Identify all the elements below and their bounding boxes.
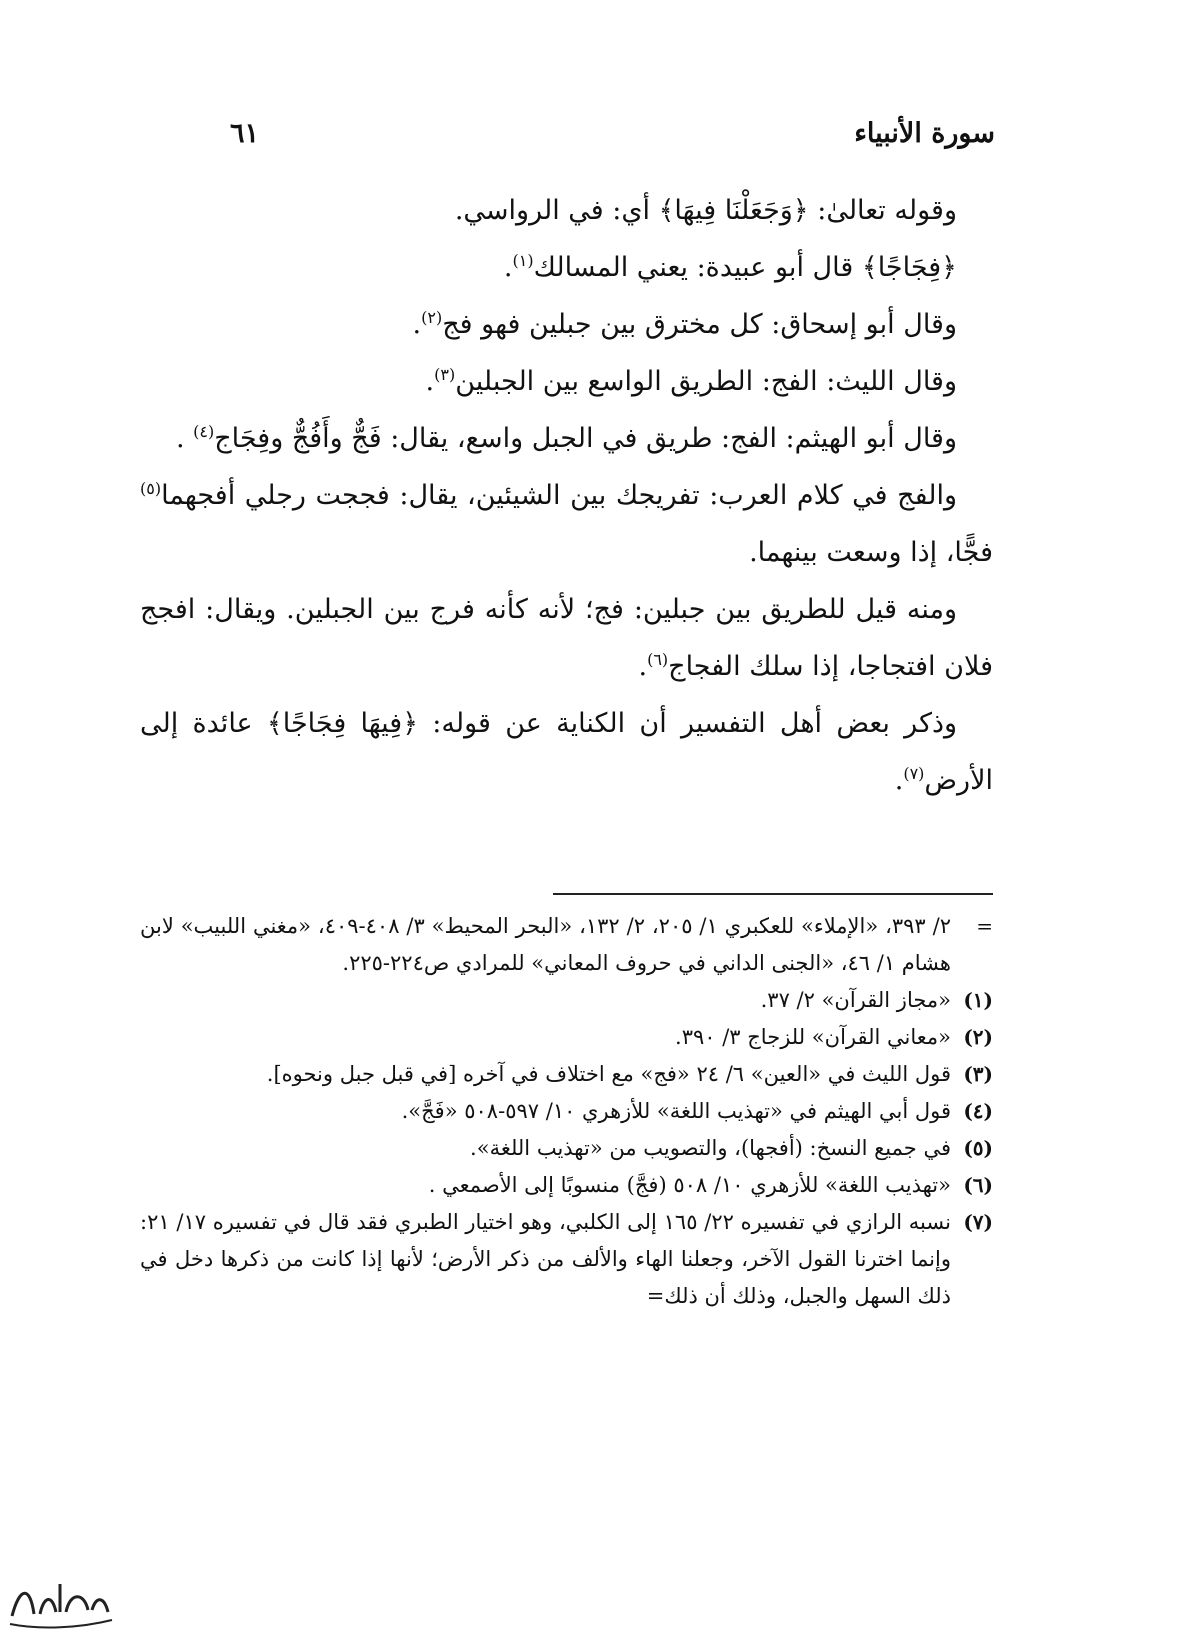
footnote-number: (٤) xyxy=(963,1099,993,1123)
paragraph-text: . xyxy=(638,651,648,682)
paragraph-text: . xyxy=(412,309,422,340)
footnote-divider xyxy=(553,893,993,895)
main-text xyxy=(140,182,993,809)
text-paragraph xyxy=(140,410,993,467)
footnote xyxy=(140,1167,993,1204)
paragraph-text: وقال الليث: الفج: الطريق الواسع بين الجبلين xyxy=(455,366,957,397)
footnote-text: قول الليث في «العين» ٦/ ٢٤ «فج» مع اختلاف في آخره [في قبل جبل ونحوه]. xyxy=(266,1062,951,1086)
page-header xyxy=(200,118,995,168)
surah-title: سورة الأنبياء xyxy=(854,118,995,149)
footnote-ref: (٤) xyxy=(193,422,215,441)
paragraph-text: وقال أبو الهيثم: الفج: طريق في الجبل واسع، يقال: فَجٌّ وأَفُجٌّ وفِجَاج xyxy=(214,423,957,454)
footnote-number: (٣) xyxy=(963,1062,993,1086)
paragraph-text: وذكر بعض أهل التفسير أن الكناية عن قوله: xyxy=(418,708,957,739)
text-paragraph xyxy=(140,182,993,239)
paragraph-text: . xyxy=(425,366,435,397)
footnote xyxy=(140,1204,993,1315)
footnote-ref: (٧) xyxy=(903,764,925,783)
footnote-ref: (٦) xyxy=(647,650,669,669)
quran-quote: ﴿فِجَاجًا﴾ xyxy=(861,252,957,283)
paragraph-text: والفج في كلام العرب: تفريجك بين الشيئين، يقال: فججت رجلي أفجهما xyxy=(161,480,957,511)
paragraph-text: فجًّا، إذا وسعت بينهما. xyxy=(749,537,993,568)
footnote-text: ٢/ ٣٩٣، «الإملاء» للعكبري ١/ ٢٠٥، ٢/ ١٣٢، «البحر المحيط» ٣/ ٤٠٨-٤٠٩، «مغني اللبيب» لابن هشام ١/ ٤٦، «الجنى الداني في حروف المعاني» للمرادي ص٢٢٤-٢٢٥. xyxy=(140,914,951,975)
page-number: ٦١ xyxy=(230,118,260,149)
footnote-number: (١) xyxy=(963,988,993,1012)
paragraph-text: . xyxy=(503,252,513,283)
paragraph-text: أي: في الرواسي. xyxy=(454,195,659,226)
logo-underline-stroke xyxy=(10,1620,112,1627)
footnote xyxy=(140,982,993,1019)
text-paragraph xyxy=(140,695,993,809)
paragraph-text: . xyxy=(175,423,194,454)
paragraph-text: عائدة إلى الأرض xyxy=(140,708,993,796)
footnote-text: «تهذيب اللغة» للأزهري ١٠/ ٥٠٨ (فجَّ) منسوبًا إلى الأصمعي . xyxy=(428,1173,951,1197)
footnote xyxy=(140,1093,993,1130)
logo-graphic xyxy=(0,1566,120,1636)
footnote-text: قول أبي الهيثم في «تهذيب اللغة» للأزهري ١٠/ ٥٩٧-٥٠٨ «فَجَّ». xyxy=(401,1099,951,1123)
paragraph-text: قال أبو عبيدة: يعني المسالك xyxy=(533,252,862,283)
footnote-number: (٧) xyxy=(963,1210,993,1234)
continuation-mark: = xyxy=(976,914,993,938)
paragraph-text: وقوله تعالىٰ: xyxy=(808,195,957,226)
footnote-ref: (٣) xyxy=(434,365,456,384)
footnote-text: في جميع النسخ: (أفجها)، والتصويب من «تهذيب اللغة». xyxy=(470,1136,951,1160)
text-paragraph xyxy=(140,296,993,353)
footnote-number: (٥) xyxy=(963,1136,993,1160)
footnote-ref: (١) xyxy=(512,251,534,270)
footnote-text: «معاني القرآن» للزجاج ٣/ ٣٩٠. xyxy=(675,1025,951,1049)
quran-quote: ﴿فِيهَا فِجَاجًا﴾ xyxy=(266,708,419,739)
publisher-logo-icon xyxy=(0,1566,120,1636)
footnote-text: «مجاز القرآن» ٢/ ٣٧. xyxy=(760,988,951,1012)
paragraph-text: . xyxy=(894,765,904,796)
paragraph-text: وقال أبو إسحاق: كل مخترق بين جبلين فهو فج xyxy=(442,309,957,340)
quran-quote: ﴿وَجَعَلْنَا فِيهَا﴾ xyxy=(658,195,809,226)
logo-calligraphy-stroke xyxy=(12,1584,108,1616)
footnote xyxy=(140,1056,993,1093)
footnote-number: (٦) xyxy=(963,1173,993,1197)
paragraph-text: ومنه قيل للطريق بين جبلين: فج؛ لأنه كأنه فرج بين الجبلين. ويقال: افجج فلان افتجاجا، إذا سلك الفجاج xyxy=(140,594,993,682)
footnote xyxy=(140,1130,993,1167)
footnote xyxy=(140,1019,993,1056)
footnote-continuation xyxy=(140,908,993,982)
footnote-text: نسبه الرازي في تفسيره ٢٢/ ١٦٥ إلى الكلبي، وهو اختيار الطبري فقد قال في تفسيره ١٧/ ٢١: وإنما اخترنا القول الآخر، وجعلنا الهاء والألف من ذكر الأرض؛ لأنها إذا كانت من ذكرها دخل في ذلك السهل والجبل، وذلك أن ذلك= xyxy=(140,1210,951,1308)
text-paragraph xyxy=(140,239,993,296)
footnote-ref: (٢) xyxy=(421,308,443,327)
footnotes xyxy=(140,908,993,1315)
text-paragraph xyxy=(140,353,993,410)
text-paragraph xyxy=(140,581,993,695)
text-paragraph xyxy=(140,467,993,581)
footnote-ref: (٥) xyxy=(140,479,162,498)
footnote-number: (٢) xyxy=(963,1025,993,1049)
